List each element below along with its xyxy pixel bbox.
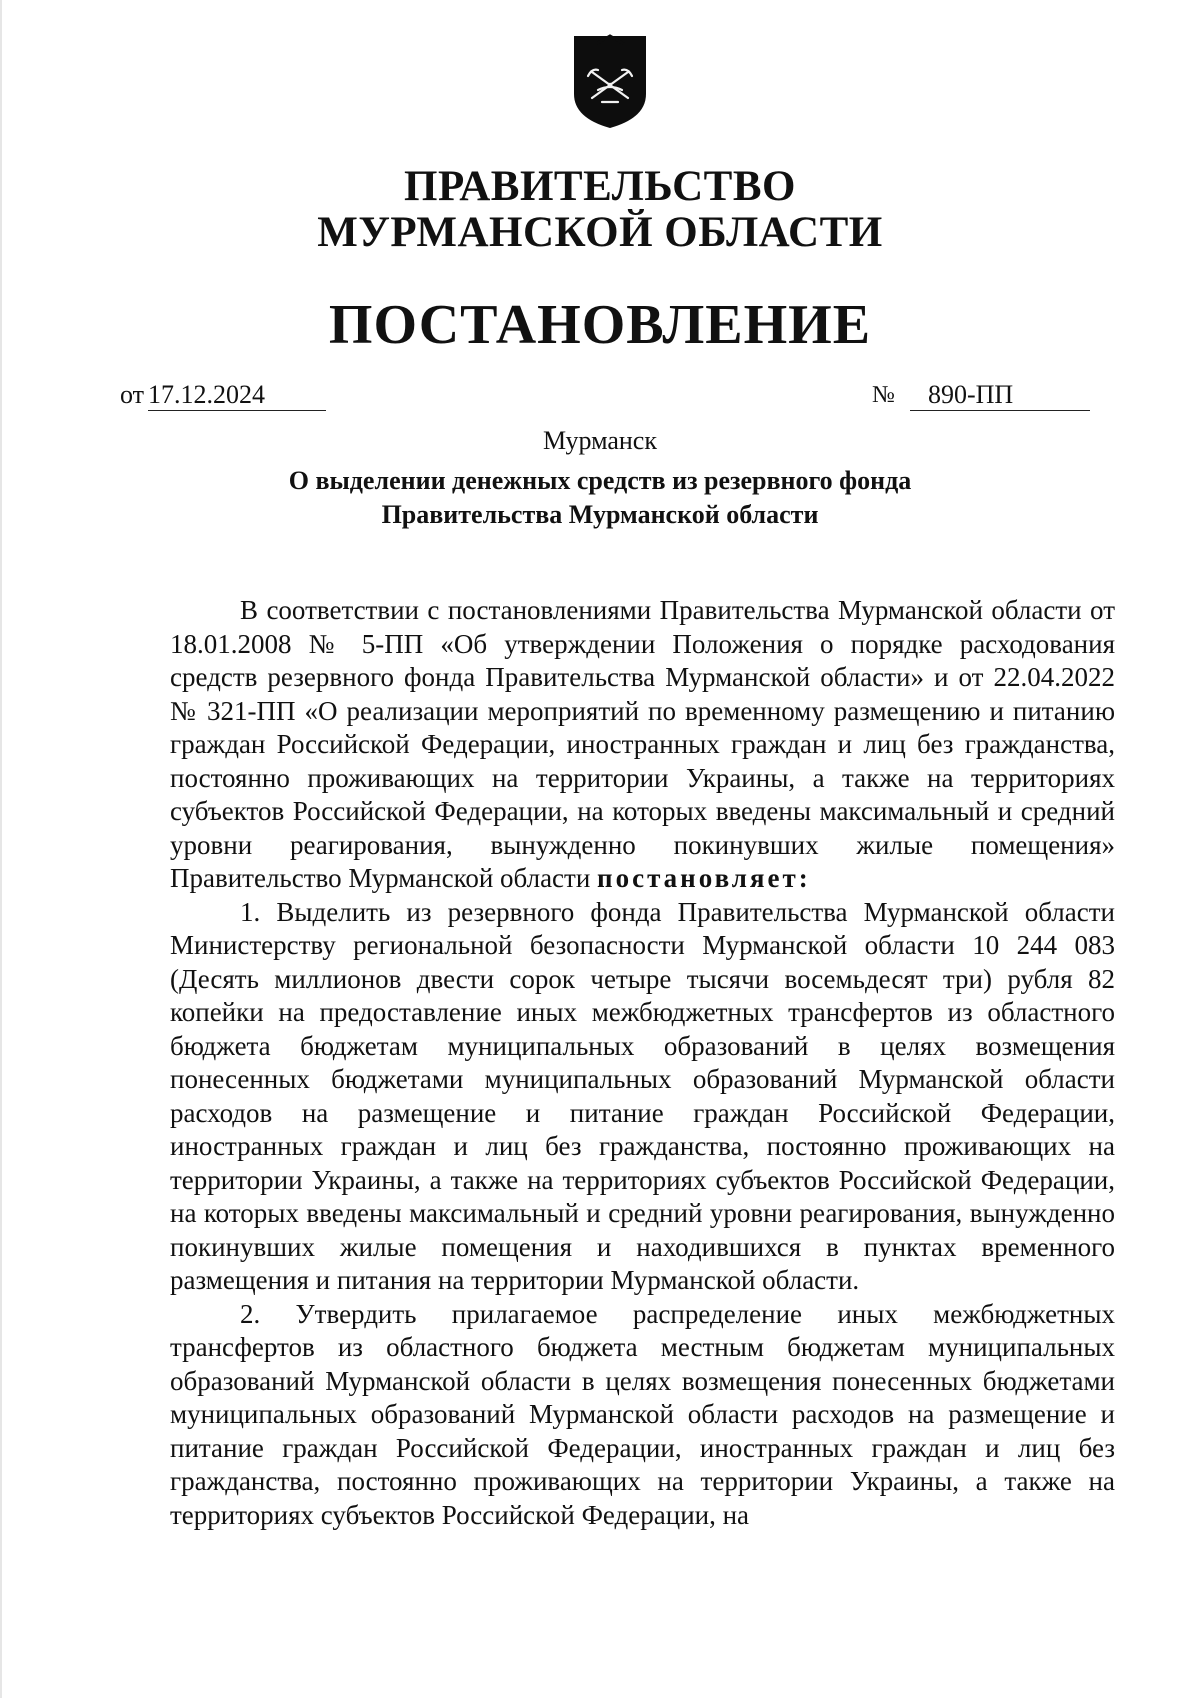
decree-word: постановляет	[597, 863, 799, 893]
government-name-line2: МУРМАНСКОЙ ОБЛАСТИ	[317, 209, 883, 256]
document-title	[0, 464, 1200, 532]
document-number: 890-ПП	[910, 380, 1090, 411]
document-body	[170, 594, 1115, 1532]
preamble-paragraph	[170, 594, 1115, 896]
coat-of-arms-icon	[570, 32, 650, 132]
preamble-text: В соответствии с постановлениями Правительства Мурманской области от 18.01.2008 № 5-ПП «Об утверждении Положения о порядке расходования средств резервного фонда Правительства Мурманской области» и от 22.04.2022 № 321-ПП «О реализации мероприятий по временному размещению и питанию граждан Российской Федерации, иностранных граждан и лиц без гражданства, постоянно проживающих на территории Украины, а также на территориях субъектов Российской Федерации, на которых введены максимальный и средний уровни реагирования, вынужденно покинувших жилые помещения» Правительство Мурманской области	[170, 595, 1115, 893]
date-prefix: от	[120, 380, 145, 409]
title-line2: Правительства Мурманской области	[381, 500, 819, 529]
decree-colon: :	[798, 863, 811, 893]
item-1-paragraph: 1. Выделить из резервного фонда Правительства Мурманской области Министерству региональной безопасности Мурманской области 10 244 083 (Десять миллионов двести сорок четыре тысячи восемьдесят три) рубля 82 копейки на предоставление иных межбюджетных трансфертов из областного бюджета бюджетам муниципальных образований в целях возмещения понесенных бюджетами муниципальных образований Мурманской области расходов на размещение и питание граждан Российской Федерации, иностранных граждан и лиц без гражданства, постоянно проживающих на территории Украины, а также на территориях субъектов Российской Федерации, на которых введены максимальный и средний уровни реагирования, вынужденно покинувших жилые помещения и находившихся в пунктах временного размещения и питания на территории Мурманской области.	[170, 896, 1115, 1295]
document-type: ПОСТАНОВЛЕНИЕ	[328, 294, 872, 356]
city: Мурманск	[543, 426, 657, 455]
item-2-paragraph: 2. Утвердить прилагаемое распределение иных межбюджетных трансфертов из областного бюджета местным бюджетам муниципальных образований Мурманской области в целях возмещения понесенных бюджетами муниципальных образований Мурманской области расходов на размещение и питание граждан Российской Федерации, иностранных граждан и лиц без гражданства, постоянно проживающих на территории Украины, а также на территориях субъектов Российской Федерации, на	[170, 1298, 1115, 1530]
document-date: 17.12.2024	[148, 380, 326, 411]
government-name-line1: ПРАВИТЕЛЬСТВО	[404, 163, 796, 210]
number-prefix: №	[872, 382, 895, 408]
title-line1: О выделении денежных средств из резервного фонда	[288, 466, 912, 495]
